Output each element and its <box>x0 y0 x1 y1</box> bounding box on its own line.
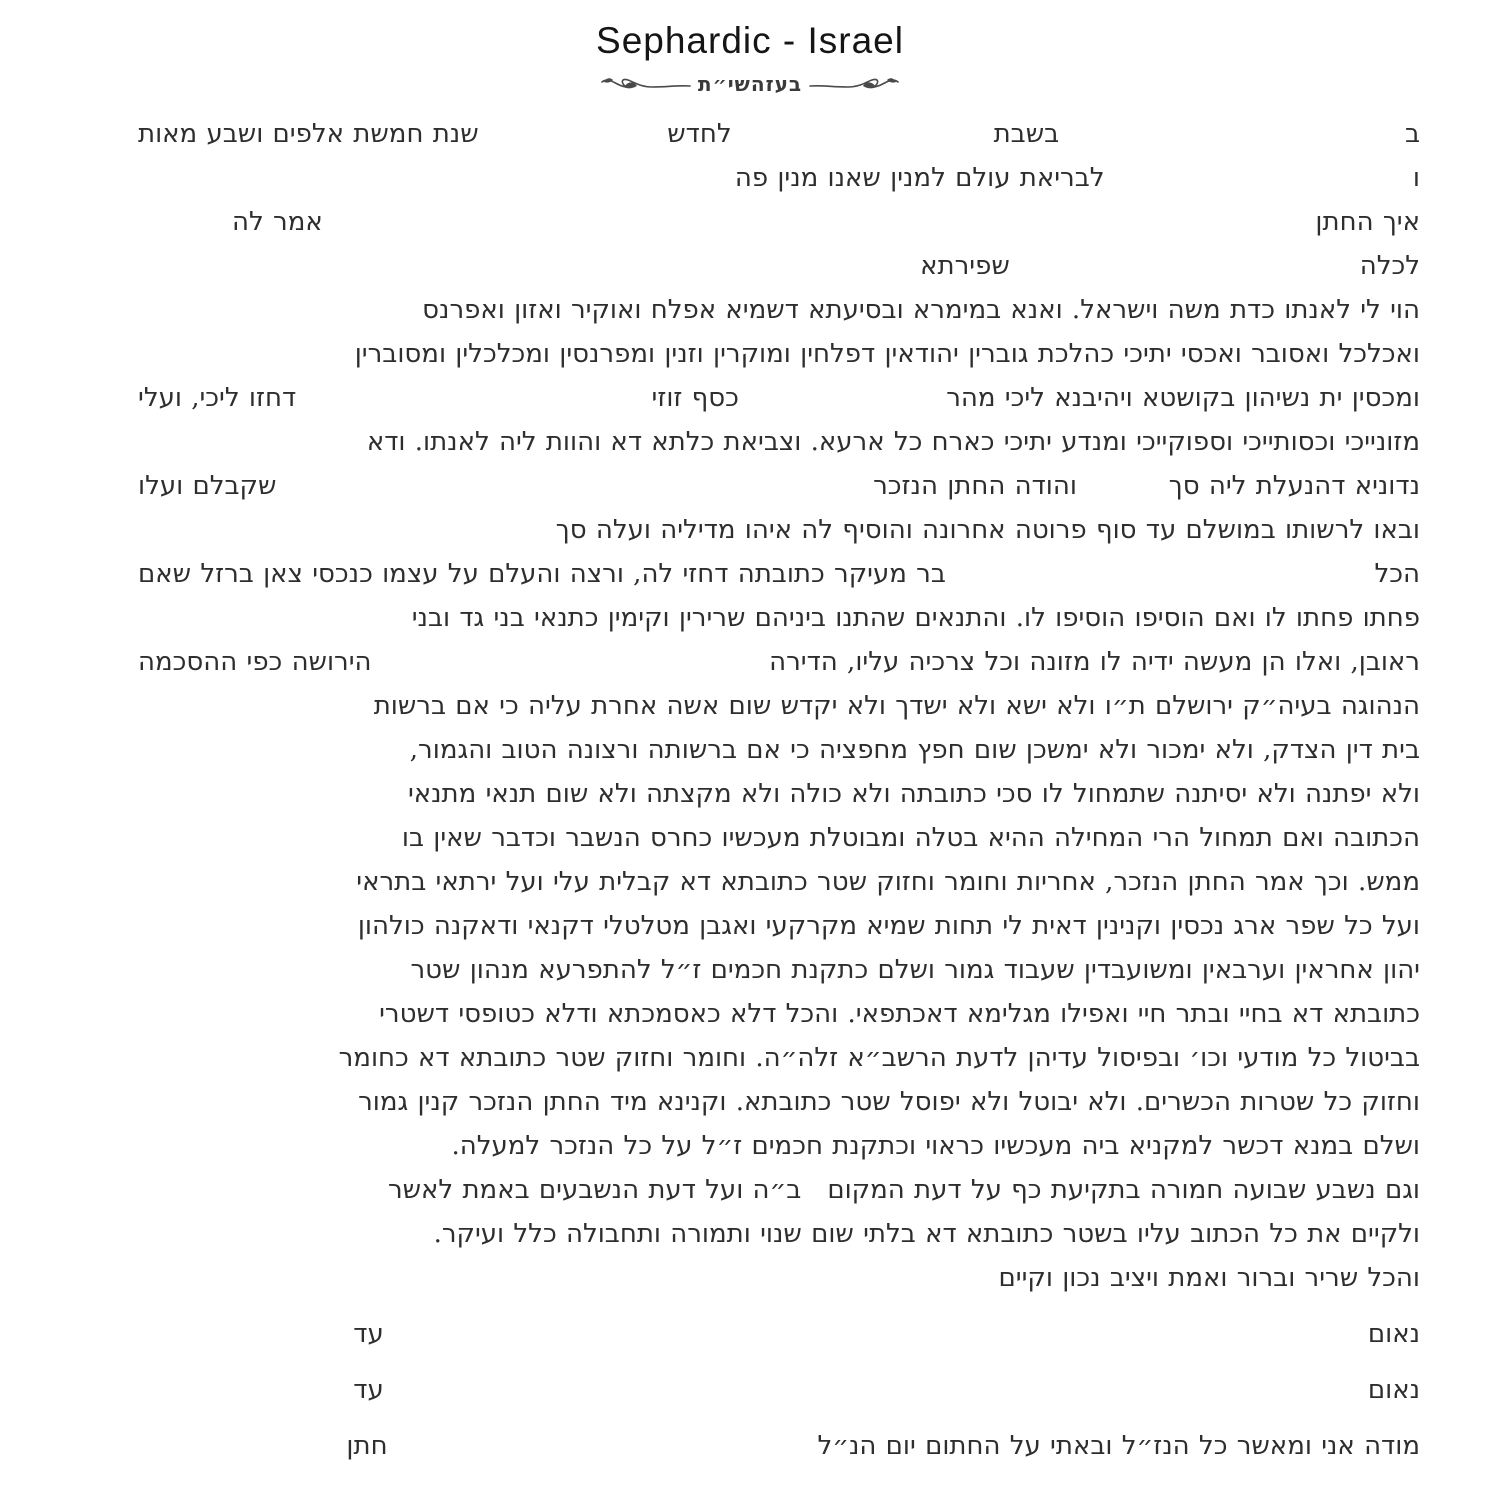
flourish-right-icon <box>808 73 900 95</box>
body-text-line <box>138 948 1420 992</box>
witness-2-line <box>138 1368 1420 1412</box>
text-segment: נדוניא דהנעלת ליה סך <box>1168 471 1420 501</box>
text-segment: ממש. וכך אמר החתן הנזכר, אחריות וחומר וחזוק שטר כתובתא דא קבלית עלי ועל ירתאי בתראי <box>356 867 1420 897</box>
body-text-line <box>138 288 1420 332</box>
total-amount-line <box>138 552 1420 596</box>
blank-field <box>138 185 735 186</box>
text-segment: כסף זוזי <box>651 383 739 413</box>
document-body <box>138 112 1420 1468</box>
text-segment: לבריאת עולם למנין שאנו מנין פה <box>734 163 1105 193</box>
text-segment: שנת חמשת אלפים ושבע מאות <box>138 119 479 149</box>
text-segment: מזונייכי וכסותייכי וספוקייכי ומנדע יתיכי כארח כל ארעא. וצביאת כלתא דא והוות ליה לאנתו. ודא <box>366 427 1420 457</box>
text-segment: עד <box>353 1319 384 1349</box>
blessing-text: בעזהשי״ת <box>697 72 803 96</box>
text-segment: לחדש <box>667 119 732 149</box>
text-segment: ולא יפתנה ולא יסיתנה שתמחול לו סכי כתובתה ולא כולה ולא מקצתה ולא שום תנאי מתנאי <box>407 779 1420 809</box>
blank-field <box>1077 493 1169 494</box>
body-text-line <box>138 1036 1420 1080</box>
body-text-line <box>138 728 1420 772</box>
text-segment: אמר לה <box>232 207 323 237</box>
blank-field <box>138 1397 353 1398</box>
body-text-line <box>138 508 1420 552</box>
text-segment: דחזו ליכי, ועלי <box>138 383 297 413</box>
text-segment: ואכלכל ואסובר ואכסי יתיכי כהלכת גוברין יהודאין דפלחין ומוקרין וזנין ומפרנסין ומכלכלין ומסוברין <box>354 339 1420 369</box>
text-segment: פחתו פחתו לו ואם הוסיפו הוסיפו לו. והתנאים שהתנו ביניהם שרירין וקימין כתנאי בני גד ובני <box>411 603 1420 633</box>
text-segment: והודה החתן הנזכר <box>873 471 1077 501</box>
inheritance-line <box>138 640 1420 684</box>
blank-field <box>1010 273 1360 274</box>
text-segment: חתן <box>346 1431 388 1461</box>
body-text-line <box>138 992 1420 1036</box>
blank-field <box>384 1397 1368 1398</box>
text-segment: שפירתא <box>920 251 1010 281</box>
blank-field <box>323 229 1316 230</box>
body-text-line <box>138 772 1420 816</box>
witness-1-line <box>138 1312 1420 1356</box>
blank-field <box>739 405 946 406</box>
body-text-line <box>138 860 1420 904</box>
text-segment: איך החתן <box>1315 207 1420 237</box>
text-segment: נאום <box>1367 1319 1420 1349</box>
blank-field <box>1105 185 1413 186</box>
text-segment: ראובן, ואלו הן מעשה ידיה לו מזונה וכל צרכיה עליו, הדירה <box>769 647 1420 677</box>
text-segment: ועל כל שפר ארג נכסין וקנינין דאית לי תחות שמיא מקרקעי ואגבן מטלטלי דקנאי ודאקנה כולהון <box>357 911 1420 941</box>
oath-line <box>138 1168 1420 1212</box>
blank-field <box>732 141 994 142</box>
blank-field <box>276 493 873 494</box>
mohar-amount-line <box>138 376 1420 420</box>
blank-field <box>138 229 232 230</box>
dowry-amount-line <box>138 464 1420 508</box>
blank-field <box>138 273 920 274</box>
groom-signature-line <box>138 1424 1420 1468</box>
year-line <box>138 156 1420 200</box>
text-segment: בשבת <box>993 119 1060 149</box>
text-segment: הוי לי לאנתו כדת משה וישראל. ואנא במימרא ובסיעתא דשמיא אפלח ואוקיר ואזון ואפרנס <box>422 295 1420 325</box>
text-segment: הכל <box>1374 559 1420 589</box>
blank-field <box>946 581 1375 582</box>
body-text-line <box>138 1212 1420 1256</box>
text-segment: ו <box>1412 163 1420 193</box>
text-segment: בר מעיקר כתובתה דחזי לה, ורצה והעלם על עצמו כנכסי צאן ברזל שאם <box>138 559 946 589</box>
text-segment: והכל שריר וברור ואמת ויציב נכון וקיים <box>998 1263 1420 1293</box>
body-text-line <box>138 420 1420 464</box>
body-text-line <box>138 1124 1420 1168</box>
page-title: Sephardic - Israel <box>596 20 904 61</box>
flourish-left-icon <box>600 73 692 95</box>
text-segment: ובאו לרשותו במושלם עד סוף פרוטה אחרונה והוסיף לה איהו מדיליה ועלה סך <box>555 515 1420 545</box>
body-text-line <box>138 1080 1420 1124</box>
text-segment: ומכסין ית נשיהון בקושטא ויהיבנא ליכי מהר <box>946 383 1420 413</box>
body-text-line <box>138 332 1420 376</box>
body-text-line <box>138 684 1420 728</box>
text-segment: וחזוק כל שטרות הכשרים. ולא יבוטל ולא יפוסל שטר כתובתא. וקנינא מיד החתן הנזכר קנין גמור <box>358 1087 1420 1117</box>
text-segment: עד <box>353 1375 384 1405</box>
blank-field <box>138 1341 353 1342</box>
text-segment: שקבלם ועלו <box>138 471 277 501</box>
text-segment: ושלם במנא דכשר למקניא ביה מעכשיו כראוי וכתקנת חכמים ז״ל על כל הנזכר למעלה. <box>451 1131 1420 1161</box>
text-segment: הירושה כפי ההסכמה <box>138 647 372 677</box>
body-text-line <box>138 816 1420 860</box>
body-text-line <box>138 904 1420 948</box>
blank-field <box>296 405 651 406</box>
text-segment: מודה אני ומאשר כל הנז״ל ובאתי על החתום יום הנ״ל <box>817 1431 1420 1461</box>
text-segment: נאום <box>1367 1375 1420 1405</box>
blank-field <box>1059 141 1405 142</box>
date-day-line <box>138 112 1420 156</box>
text-segment: הכתובה ואם תמחול הרי המחילה ההיא בטלה ומבוטלת מעכשיו כחרס הנשבר וכדבר שאין בו <box>401 823 1420 853</box>
text-segment: הנהוגה בעיה״ק ירושלם ת״ו ולא ישא ולא ישדך ולא יקדש שום אשה אחרת עליה כי אם ברשות <box>373 691 1420 721</box>
blank-field <box>384 1341 1368 1342</box>
text-segment: וגם נשבע שבועה חמורה בתקיעת כף על דעת המקום ב״ה ועל דעת הנשבעים באמת לאשר <box>387 1175 1420 1205</box>
bride-intro-line <box>138 244 1420 288</box>
body-text-line <box>138 596 1420 640</box>
text-segment: בית דין הצדק, ולא ימכור ולא ימשכן שום חפץ מחפציה כי אם ברשותה ורצונה הטוב והגמור, <box>409 735 1420 765</box>
blessing-header <box>0 72 1500 96</box>
text-segment: לכלה <box>1359 251 1420 281</box>
blank-field <box>138 1453 346 1454</box>
blank-field <box>388 1453 818 1454</box>
text-segment: ב <box>1404 119 1420 149</box>
closing-line <box>138 1256 1420 1300</box>
text-segment: כתובתא דא בחיי ובתר חיי ואפילו מגלימא דאכתפאי. והכל דלא כאסמכתא ודלא כטופסי דשטרי <box>379 999 1420 1029</box>
blank-field <box>479 141 668 142</box>
blank-field <box>372 669 770 670</box>
text-segment: יהון אחראין וערבאין ומשועבדין שעבוד גמור ושלם כתקנת חכמים ז״ל להתפרעא מנהון שטר <box>410 955 1420 985</box>
text-segment: בביטול כל מודעי וכו׳ ובפיסול עדיהן לדעת הרשב״א זלה״ה. וחומר וחזוק שטר כתובתא דא כחומר <box>338 1043 1420 1073</box>
text-segment: ולקיים את כל הכתוב עליו בשטר כתובתא דא בלתי שום שנוי ותמורה ותחבולה כלל ועיקר. <box>433 1219 1420 1249</box>
groom-intro-line <box>138 200 1420 244</box>
